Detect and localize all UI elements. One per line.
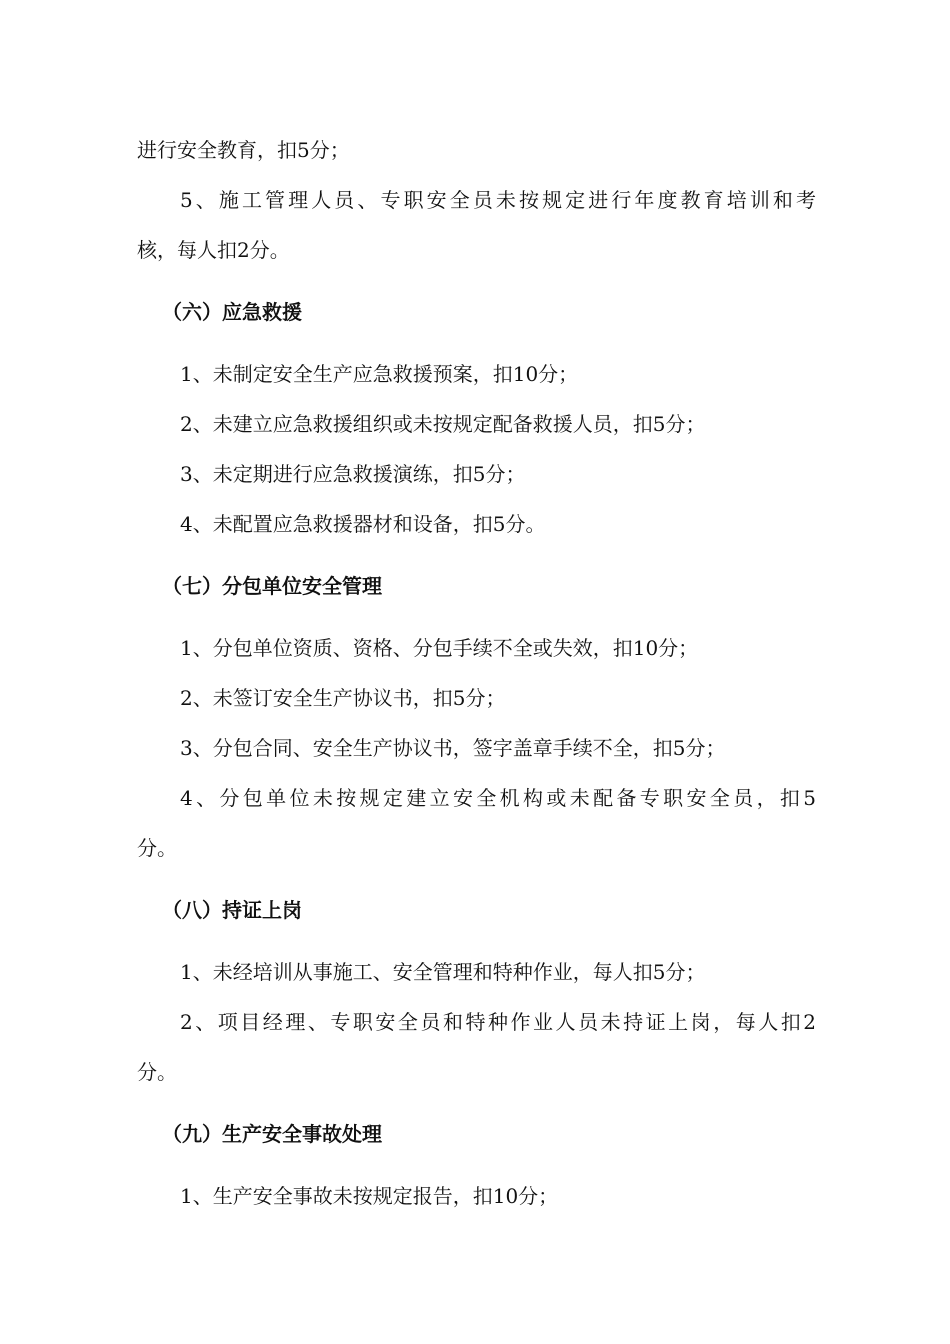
paragraph-line: 分。 bbox=[137, 1060, 177, 1084]
paragraph-line: 3、未定期进行应急救援演练，扣5分； bbox=[180, 462, 526, 486]
paragraph-line: 进行安全教育，扣5分； bbox=[137, 138, 350, 162]
paragraph-line: 分。 bbox=[137, 836, 177, 860]
section-heading: （六）应急救援 bbox=[162, 300, 302, 324]
paragraph-line: 2、未签订安全生产协议书，扣5分； bbox=[180, 686, 506, 710]
paragraph-line: 核，每人扣2分。 bbox=[137, 238, 290, 262]
section-heading: （九）生产安全事故处理 bbox=[162, 1122, 382, 1146]
paragraph-line: 4、未配置应急救援器材和设备，扣5分。 bbox=[180, 512, 546, 536]
paragraph-line: 4、分包单位未按规定建立安全机构或未配备专职安全员，扣5 bbox=[180, 786, 816, 810]
paragraph-line: 2、未建立应急救援组织或未按规定配备救援人员，扣5分； bbox=[180, 412, 706, 436]
paragraph-line: 3、分包合同、安全生产协议书，签字盖章手续不全，扣5分； bbox=[180, 736, 726, 760]
section-heading: （八）持证上岗 bbox=[162, 898, 302, 922]
paragraph-line: 1、分包单位资质、资格、分包手续不全或失效，扣10分； bbox=[180, 636, 699, 660]
section-heading: （七）分包单位安全管理 bbox=[162, 574, 382, 598]
paragraph-line: 2、项目经理、专职安全员和特种作业人员未持证上岗，每人扣2 bbox=[180, 1010, 816, 1034]
paragraph-line: 5、施工管理人员、专职安全员未按规定进行年度教育培训和考 bbox=[180, 188, 816, 212]
paragraph-line: 1、未经培训从事施工、安全管理和特种作业，每人扣5分； bbox=[180, 960, 706, 984]
paragraph-line: 1、未制定安全生产应急救援预案，扣10分； bbox=[180, 362, 579, 386]
paragraph-line: 1、生产安全事故未按规定报告，扣10分； bbox=[180, 1184, 559, 1208]
